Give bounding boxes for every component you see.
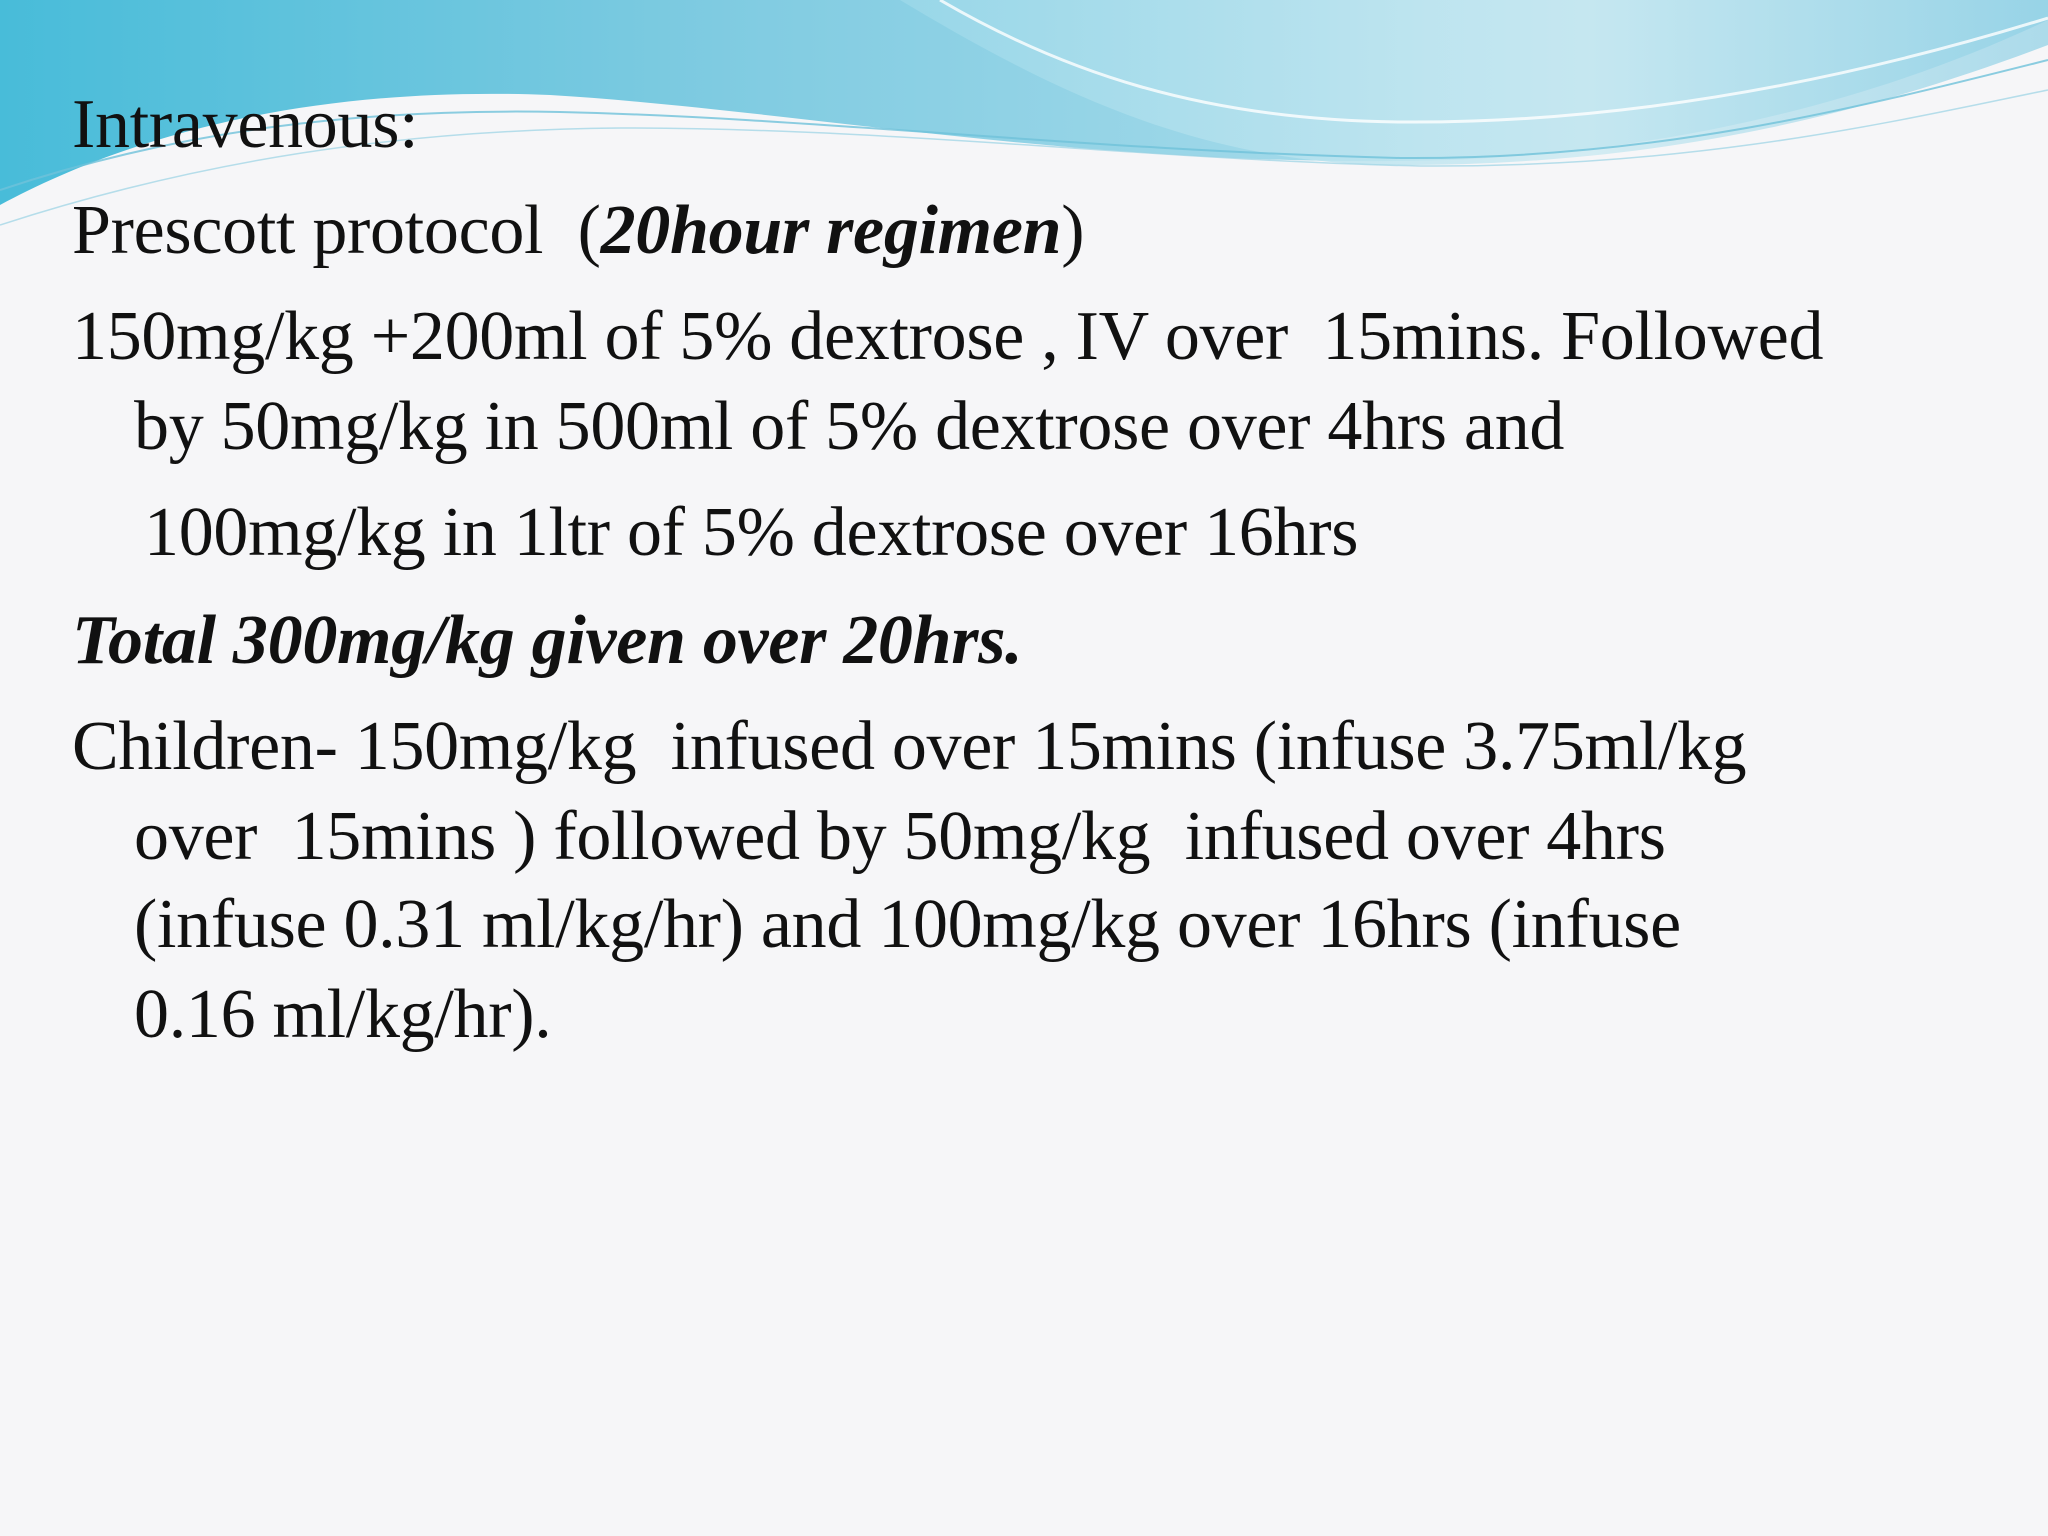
dose-line-1: 150mg/kg +200ml of 5% dextrose , IV over 15mins. Followed — [72, 298, 1824, 375]
children-line-2: over 15mins ) followed by 50mg/kg infused over 4hrs — [134, 798, 1666, 875]
children-line-1: Children- 150mg/kg infused over 15mins (infuse 3.75ml/kg — [72, 708, 1747, 785]
dose-line-3: 100mg/kg in 1ltr of 5% dextrose over 16hrs — [144, 494, 1359, 571]
dose-line-2: by 50mg/kg in 500ml of 5% dextrose over 4hrs and — [134, 388, 1565, 465]
protocol-suffix: ) — [1061, 192, 1085, 269]
protocol-line — [72, 192, 1085, 269]
protocol-prefix: Prescott protocol ( — [72, 192, 601, 269]
total-dose-line: Total 300mg/kg given over 20hrs. — [72, 602, 1023, 679]
children-line-4: 0.16 ml/kg/hr). — [134, 976, 552, 1053]
protocol-regimen: 20hour regimen — [600, 192, 1062, 269]
children-line-3: (infuse 0.31 ml/kg/hr) and 100mg/kg over 16hrs (infuse — [134, 886, 1681, 963]
heading-intravenous: Intravenous: — [72, 86, 419, 163]
